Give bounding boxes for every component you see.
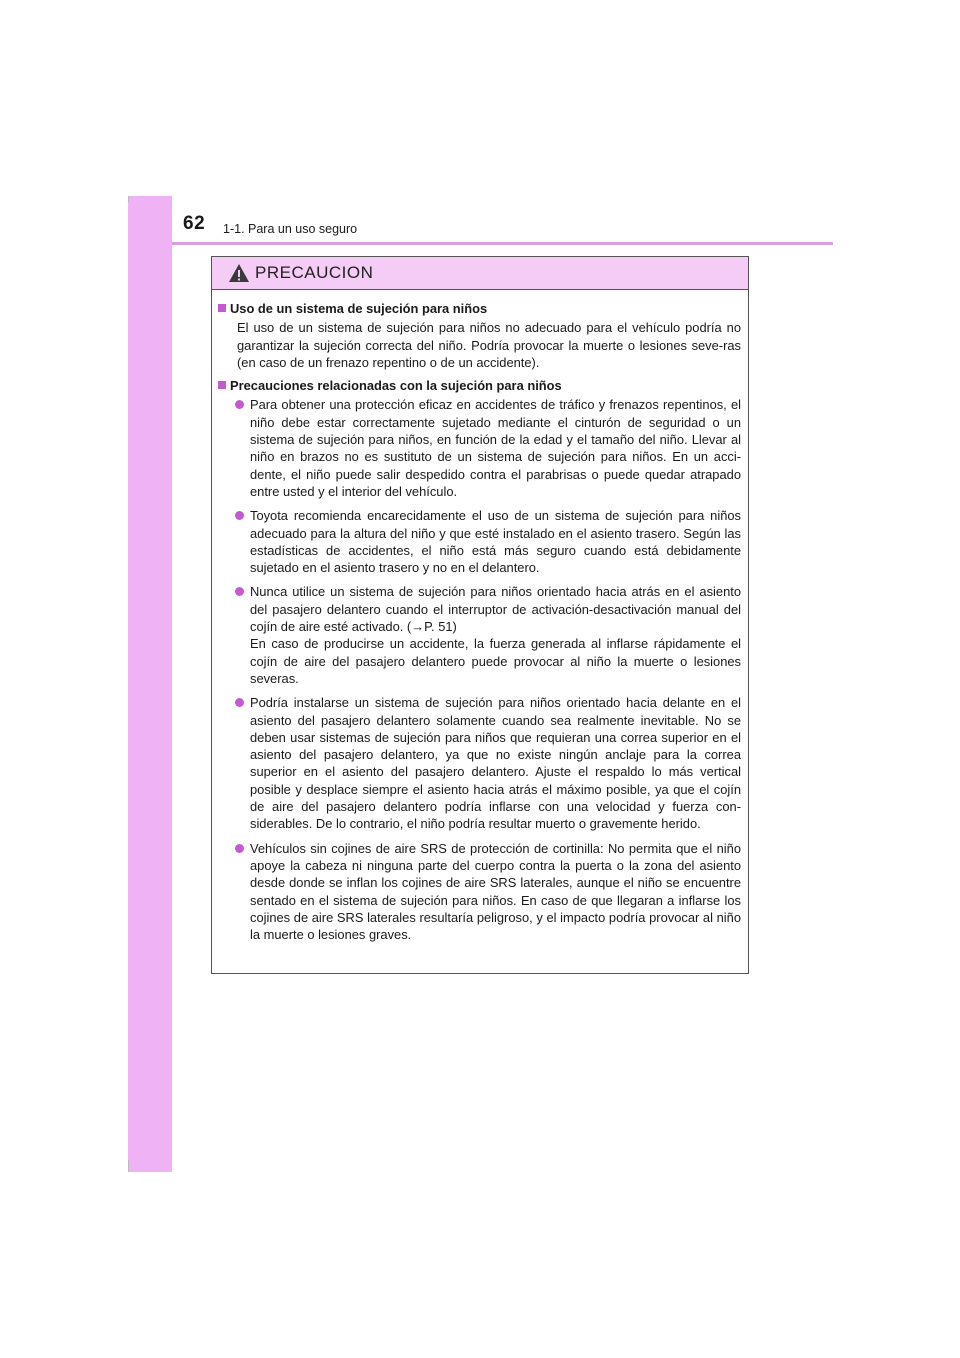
breadcrumb: 1-1. Para un uso seguro [223, 222, 358, 236]
section-heading-text: Uso de un sistema de sujeción para niños [230, 301, 488, 316]
crop-mark-top [128, 196, 129, 202]
list-item [218, 583, 741, 687]
round-bullet-icon [235, 844, 244, 853]
list-item-text: Podría instalarse un sistema de sujeción para niños orientado hacia delante en el asiento del pasajero delantero solamente cuando sea realmente inevitable. No se deben usar sistemas de sujeción para niños que requieran una correa superior en el asiento del pasajero delantero, ya que no existe ningún anclaje para la correa superior en el asiento del pasajero delantero. Ajuste el respaldo lo más vertical posible y desplace siempre el asiento hacia atrás el máximo posible, ya que el cojín de aire del pasajero delantero podría inflarse con una velocidad y fuerza con-siderables. De lo contrario, el niño podría resultar muerto o gravemente herido. [250, 695, 741, 832]
list-item-text: Toyota recomienda encarecidamente el uso de un sistema de sujeción para niños adecuado para la altura del niño y que esté instalado en el asiento trasero. Según las estadísticas de accidentes, el niño está más seguro cuando está debidamente sujetado en el asiento trasero y no en el delantero. [250, 508, 741, 576]
square-bullet-icon [218, 304, 226, 312]
round-bullet-icon [235, 511, 244, 520]
round-bullet-icon [235, 698, 244, 707]
square-bullet-icon [218, 381, 226, 389]
chapter-side-strip [128, 196, 172, 1172]
round-bullet-icon [235, 587, 244, 596]
list-item-text: Para obtener una protección eficaz en accidentes de tráfico y frenazos repentinos, el niño debe estar correctamente sujetado mediante el cinturón de seguridad o un sistema de sujeción para niños, en función de la edad y el tamaño del niño. Llevar al niño en brazos no es sustituto de un sistema de sujeción para niños. En un acci-dente, el niño puede salir despedido contra el parabrisas o puede quedar atrapado entre usted y el interior del vehículo. [250, 397, 741, 499]
list-item [218, 507, 741, 576]
caution-title: PRECAUCION [255, 263, 374, 282]
crop-mark-bottom [128, 1160, 129, 1172]
list-item-text: Nunca utilice un sistema de sujeción para niños orientado hacia atrás en el asiento del pasajero delantero cuando el interruptor de activación-desactivación manual del cojín de aire esté activado. (→P. 51) En caso de producirse un accidente, la fuerza generada al inflarse rápidamente el cojín de aire del pasajero delantero puede provocar al niño la muerte o lesiones severas. [250, 584, 741, 686]
list-item-text: Vehículos sin cojines de aire SRS de protección de cortinilla: No permita que el niño apoye la cabeza ni ninguna parte del cuerpo contra la puerta o la zona del asiento desde donde se inflan los cojines de aire SRS laterales, aunque el niño se encuentre sentado en el sistema de sujeción para niños. En caso de que llegaran a inflarse los cojines de aire SRS laterales resultaría peligroso, y el impacto podría provocar al niño la muerte o lesiones graves. [250, 840, 741, 943]
header-rule [172, 242, 833, 245]
list-item [218, 396, 741, 500]
caution-box [211, 256, 749, 974]
section-heading [218, 300, 741, 317]
precaution-list [218, 396, 741, 943]
caution-header [212, 257, 748, 290]
caution-content [212, 297, 748, 950]
round-bullet-icon [235, 400, 244, 409]
page-number: 62 [183, 213, 206, 234]
section-heading [218, 377, 741, 394]
list-item [218, 694, 741, 832]
warning-triangle-icon [228, 263, 250, 283]
section-paragraph: El uso de un sistema de sujeción para niños no adecuado para el vehículo podría no garantizar la sujeción correcta del niño. Podría provocar la muerte o lesiones seve-ras (en caso de un frenazo repentino o de un accidente). [237, 320, 741, 370]
list-item [218, 840, 741, 944]
section-heading-text: Precauciones relacionadas con la sujeción para niños [230, 378, 562, 394]
